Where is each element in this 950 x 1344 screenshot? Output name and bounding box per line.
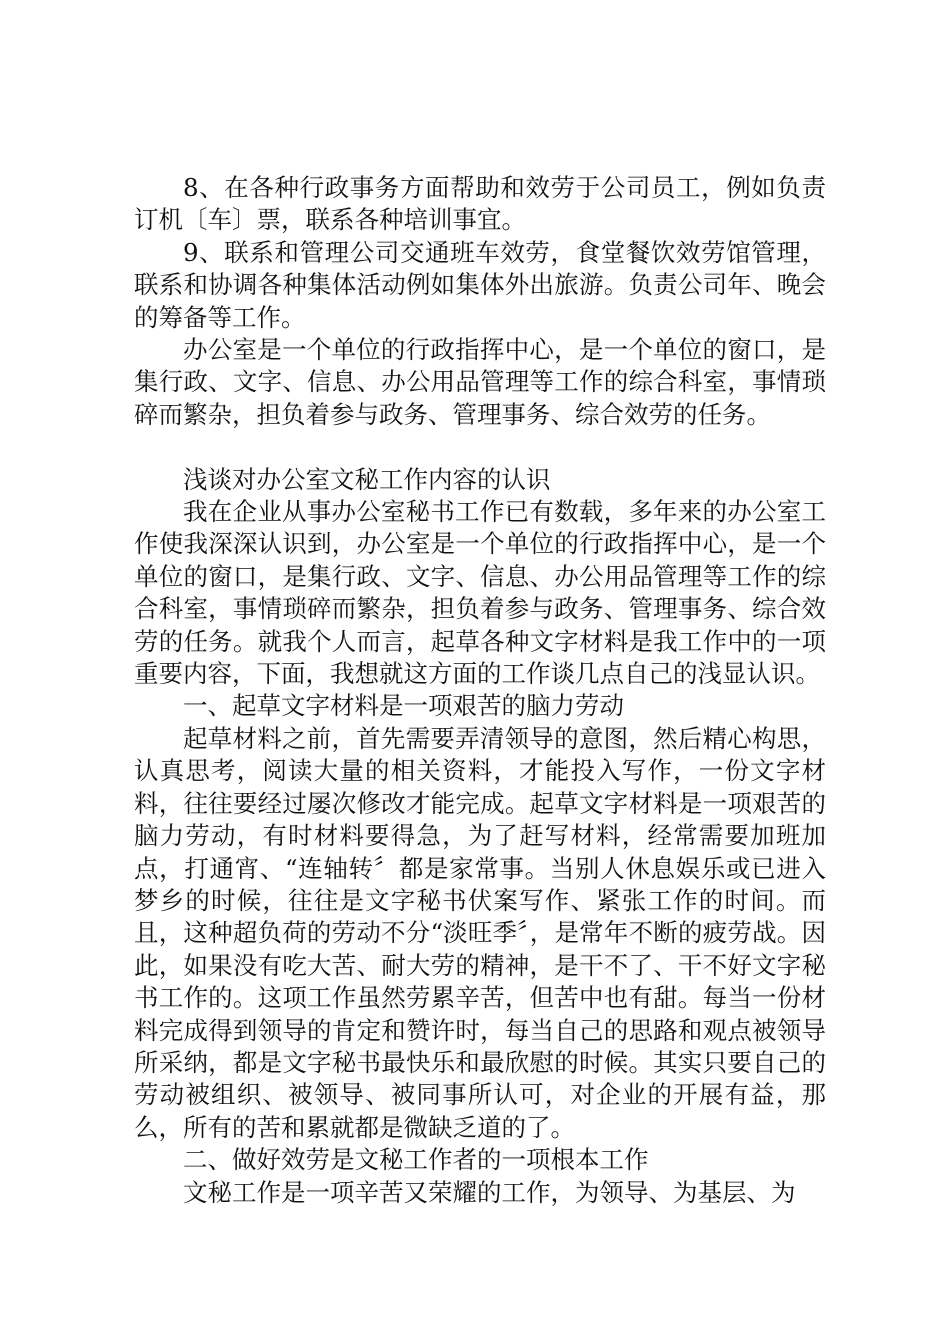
section-1-heading: 一、起草文字材料是一项艰苦的脑力劳动	[183, 691, 624, 721]
section-2-heading: 二、做好效劳是文秘工作者的一项根本工作	[183, 1145, 649, 1175]
section-1-body: 起草材料之前，首先需要弄清领导的意图，然后精心构思，认真思考，阅读大量的相关资料，才能投入写作，一份文字材料，往往要经过屡次修改才能完成。起草文字材料是一项艰苦的脑力劳动，有时材料要得急，为了赶写材料，经常需要加班加点，打通宵、“连轴转〞都是家常事。当别人休息娱乐或已进入梦乡的时候，往往是文字秘书伏案写作、紧张工作的时间。而且，这种超负荷的劳动不分“淡旺季〞，是常年不断的疲劳战。因此，如果没有吃大苦、耐大劳的精神，是干不了、干不好文字秘书工作的。这项工作虽然劳累辛苦，但苦中也有甜。每当一份材料完成得到领导的肯定和赞许时，每当自己的思路和观点被领导所采纳，都是文字秘书最快乐和最欣慰的时候。其实只要自己的劳动被组织、被领导、被同事所认可，对企业的开展有益，那么，所有的苦和累就都是微缺乏道的了。	[134, 723, 826, 1142]
paragraph-spacer	[134, 431, 826, 463]
paragraph-item-9: 9、联系和管理公司交通班车效劳，食堂餐饮效劳馆管理，联系和协调各种集体活动例如集体外出旅游。负责公司年、晚会的筹备等工作。	[134, 237, 826, 332]
article-intro: 我在企业从事办公室秘书工作已有数载，多年来的办公室工作使我深深认识到，办公室是一个单位的行政指挥中心，是一个单位的窗口，是集行政、文字、信息、办公用品管理等工作的综合科室，事情琐碎而繁杂，担负着参与政务、管理事务、综合效劳的任务。就我个人而言，起草各种文字材料是我工作中的一项重要内容，下面，我想就这方面的工作谈几点自己的浅显认识。	[134, 497, 826, 689]
paragraph-office-summary: 办公室是一个单位的行政指挥中心，是一个单位的窗口，是集行政、文字、信息、办公用品管理等工作的综合科室，事情琐碎而繁杂，担负着参与政务、管理事务、综合效劳的任务。	[134, 335, 826, 429]
paragraph-item-8: 8、在各种行政事务方面帮助和效劳于公司员工，例如负责订机〔车〕票，联系各种培训事宜。	[134, 173, 826, 235]
article-title: 浅谈对办公室文秘工作内容的认识	[183, 464, 551, 494]
section-2-body: 文秘工作是一项辛苦又荣耀的工作，为领导、为基层、为	[183, 1177, 796, 1207]
document-body	[134, 172, 826, 1209]
